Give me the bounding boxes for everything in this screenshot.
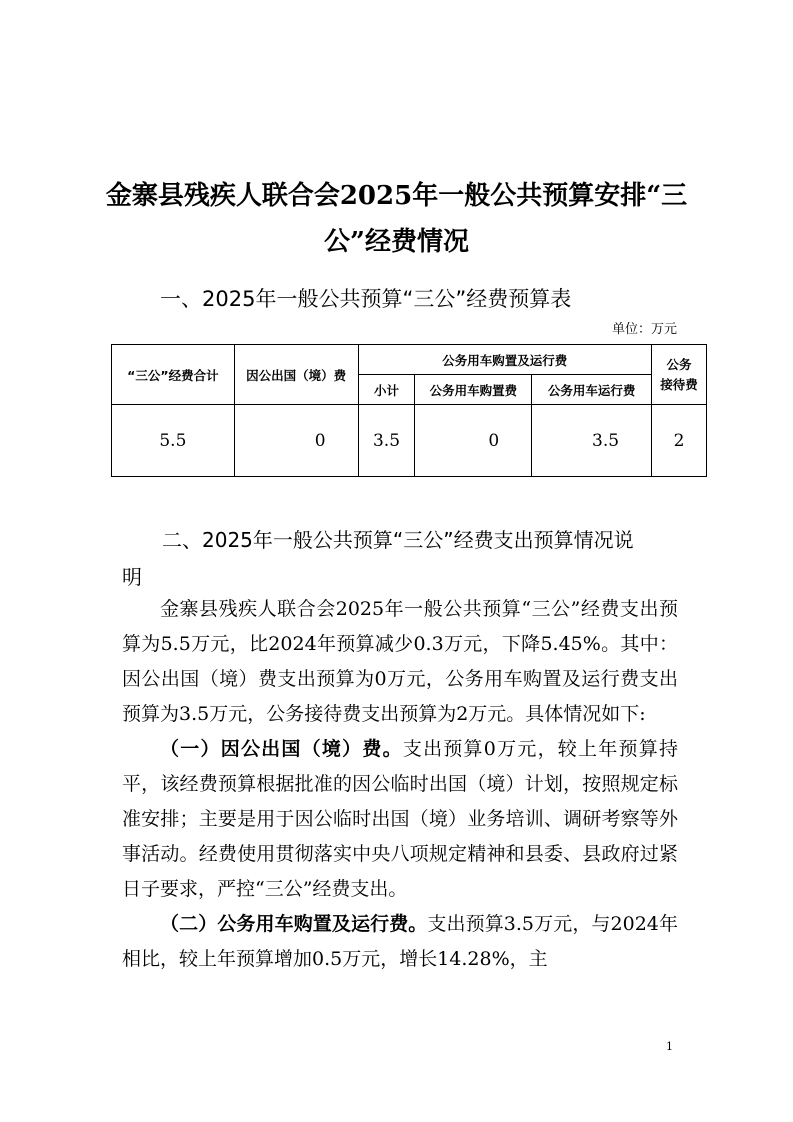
value-subtotal: 3.5 (358, 405, 415, 477)
section-1-heading: 一、2025年一般公共预算“三公”经费预算表 (160, 287, 572, 311)
paragraph-vehicle-lead: （二）公务用车购置及运行费。 (160, 913, 428, 935)
paragraph-vehicle (122, 907, 678, 977)
header-operation: 公务用车运行费 (532, 375, 652, 405)
header-abroad: 因公出国（境）费 (234, 345, 358, 405)
section-2-body (122, 592, 678, 977)
paragraph-abroad-lead: （一）因公出国（境）费。 (160, 738, 403, 760)
document-title-line-1: 金寨县残疾人联合会2025年一般公共预算安排“三 (105, 181, 688, 211)
section-2-heading-line-1: 二、2025年一般公共预算“三公”经费支出预算情况说 (162, 528, 634, 552)
document-title-line-2: 公”经费情况 (324, 227, 469, 257)
header-vehicle-group: 公务用车购置及运行费 (358, 345, 652, 375)
page-number: 1 (666, 1040, 673, 1053)
header-subtotal: 小计 (358, 375, 415, 405)
paragraph-abroad (122, 732, 678, 907)
section-2-heading-line-2: 明 (122, 565, 142, 589)
value-operation: 3.5 (532, 405, 652, 477)
value-reception: 2 (652, 405, 707, 477)
value-total: 5.5 (112, 405, 235, 477)
paragraph-summary: 金寨县残疾人联合会2025年一般公共预算“三公”经费支出预算为5.5万元，比2024年预算减少0.3万元，下降5.45%。其中：因公出国（境）费支出预算为0万元，公务用车购置及运行费支出预算为3.5万元，公务接待费支出预算为2万元。具体情况如下: (122, 598, 678, 725)
paragraph-abroad-text: 支出预算0万元，较上年预算持平，该经费预算根据批准的因公临时出国（境）计划，按照规定标准安排；主要是用于因公临时出国（境）业务培训、调研考察等外事活动。经费使用贯彻落实中央八项规定精神和县委、县政府过紧日子要求，严控“三公”经费支出。 (122, 738, 678, 900)
budget-table (111, 344, 707, 477)
header-purchase: 公务用车购置费 (415, 375, 532, 405)
table-row (112, 405, 707, 477)
unit-label: 单位：万元 (611, 322, 677, 337)
value-abroad: 0 (234, 405, 358, 477)
header-total: “三公”经费合计 (112, 345, 235, 405)
value-purchase: 0 (415, 405, 532, 477)
table-header-row (112, 345, 707, 375)
paragraph-vehicle-text: 支出预算3.5万元，与2024年相比，较上年预算增加0.5万元，增长14.28%，主 (122, 913, 678, 970)
header-reception: 公务 接待费 (652, 345, 707, 405)
